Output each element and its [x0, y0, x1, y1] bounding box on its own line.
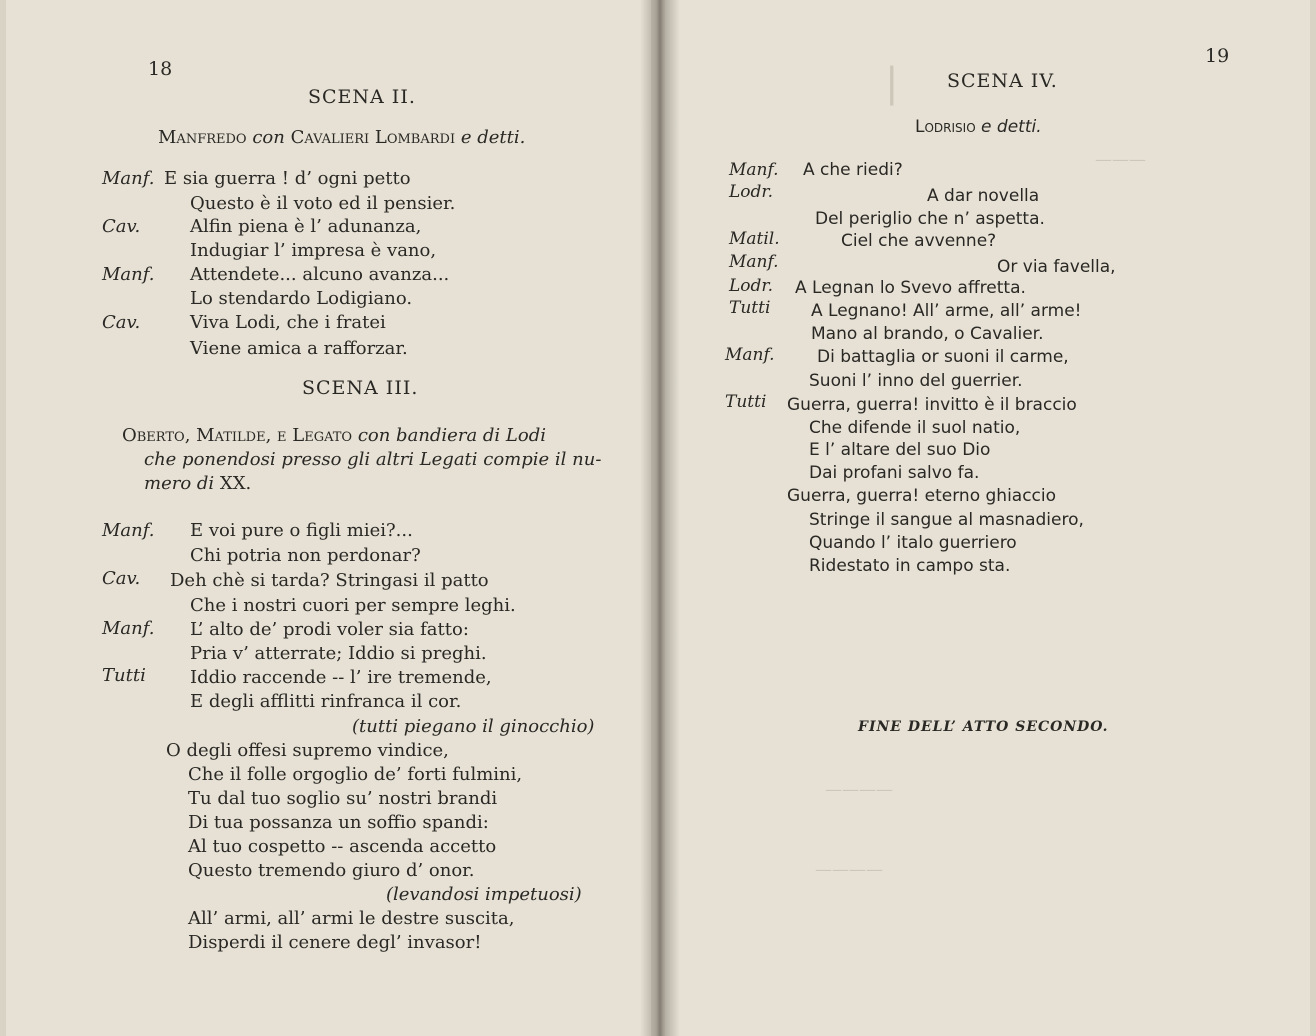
- dialogue-line: A che riedi?: [803, 160, 903, 180]
- speaker: Manf.: [102, 264, 155, 285]
- speaker: Manf.: [102, 168, 155, 189]
- dialogue-line: Pria v’ atterrate; Iddio si preghi.: [190, 643, 487, 664]
- verse-line: Tu dal tuo soglio su’ nostri brandi: [188, 788, 498, 809]
- heading-con: con: [252, 127, 285, 148]
- dialogue-line: Indugiar l’ impresa è vano,: [190, 240, 437, 261]
- dialogue-line: A Legnan lo Svevo affretta.: [795, 278, 1026, 298]
- character-names: Oberto, Matilde, e Legato: [122, 425, 353, 446]
- dialogue-line: Stringe il sangue al masnadiero,: [809, 510, 1084, 530]
- bleed-through: ————: [815, 860, 883, 880]
- page-number: 19: [1205, 45, 1230, 67]
- speaker: Manf.: [102, 618, 155, 639]
- dialogue-line: E sia guerra ! d’ ogni petto: [164, 168, 411, 189]
- page-number: 18: [148, 58, 173, 80]
- dialogue-line: Guerra, guerra! invitto è il braccio: [787, 395, 1077, 415]
- speaker: Tutti: [729, 298, 771, 318]
- left-page: [6, 0, 651, 1036]
- speaker: Manf.: [102, 520, 155, 541]
- dialogue-line: Che i nostri cuori per sempre leghi.: [190, 595, 516, 616]
- verse-line: Questo tremendo giuro d’ onor.: [188, 860, 475, 881]
- speaker: Cav.: [102, 216, 141, 237]
- scene-heading: [915, 117, 1042, 137]
- scene-title: SCENA IV.: [947, 70, 1058, 92]
- dialogue-line: Deh chè si tarda? Stringasi il patto: [170, 570, 489, 591]
- scene-heading: [158, 127, 525, 148]
- dialogue-line: A Legnano! All’ arme, all’ arme!: [811, 301, 1082, 321]
- right-page: [665, 0, 1310, 1036]
- speaker: Lodr.: [729, 182, 774, 202]
- verse-line: Disperdi il cenere degl’ invasor!: [188, 932, 482, 953]
- speaker: Manf.: [729, 160, 779, 180]
- stage-direction: (tutti piegano il ginocchio): [352, 716, 595, 737]
- dialogue-line: Or via favella,: [997, 257, 1116, 277]
- heading-tail: e detti.: [460, 127, 526, 148]
- verse-line: O degli offesi supremo vindice,: [166, 740, 449, 761]
- book-gutter: [640, 0, 680, 1036]
- dialogue-line: Di battaglia or suoni il carme,: [817, 347, 1069, 367]
- scene-heading-line: che ponendosi presso gli altri Legati compie il nu-: [144, 449, 602, 470]
- scene-title: SCENA II.: [308, 86, 416, 108]
- speaker: Manf.: [729, 252, 779, 272]
- verse-line: Al tuo cospetto -- ascenda accetto: [188, 836, 497, 857]
- heading-tail: e detti.: [981, 117, 1042, 137]
- dialogue-line: E degli afflitti rinfranca il cor.: [190, 691, 462, 712]
- stage-direction: (levandosi impetuosi): [386, 884, 582, 905]
- dialogue-line: Del periglio che n’ aspetta.: [815, 209, 1045, 229]
- speaker: Matil.: [729, 229, 780, 249]
- speaker: Tutti: [725, 392, 767, 412]
- verse-line: Che il folle orgoglio de’ forti fulmini,: [188, 764, 523, 785]
- speaker: Cav.: [102, 312, 141, 333]
- speaker: Manf.: [725, 345, 775, 365]
- dialogue-line: Ridestato in campo sta.: [809, 556, 1011, 576]
- bleed-through: ———: [1095, 150, 1146, 170]
- dialogue-line: Guerra, guerra! eterno ghiaccio: [787, 486, 1057, 506]
- dialogue-line: Ciel che avvenne?: [841, 231, 997, 251]
- heading-text: con bandiera di Lodi: [357, 425, 546, 446]
- dialogue-line: Dai profani salvo fa.: [809, 463, 980, 483]
- speaker: Tutti: [102, 665, 146, 686]
- dialogue-line: E voi pure o figli miei?...: [190, 520, 413, 541]
- character-names: Manfredo: [158, 127, 247, 148]
- dialogue-line: A dar novella: [927, 186, 1040, 206]
- dialogue-line: Quando l’ italo guerriero: [809, 533, 1017, 553]
- dialogue-line: Iddio raccende -- l’ ire tremende,: [190, 667, 492, 688]
- dialogue-line: E l’ altare del suo Dio: [809, 440, 991, 460]
- dialogue-line: Viva Lodi, che i fratei: [190, 312, 386, 333]
- bleed-through: ❘: [875, 60, 909, 106]
- bleed-through: ————: [825, 780, 893, 800]
- heading-number: XX.: [219, 473, 252, 494]
- scene-heading: [122, 425, 546, 446]
- dialogue-line: Mano al brando, o Cavalier.: [811, 324, 1044, 344]
- scene-heading-line: [144, 473, 251, 494]
- speaker: Cav.: [102, 568, 141, 589]
- speaker: Lodr.: [729, 276, 774, 296]
- verse-line: Di tua possanza un soffio spandi:: [188, 812, 489, 833]
- character-names: Lodrisio: [915, 117, 976, 137]
- scene-title: SCENA III.: [302, 377, 419, 399]
- dialogue-line: Suoni l’ inno del guerrier.: [809, 371, 1023, 391]
- dialogue-line: Questo è il voto ed il pensier.: [190, 193, 456, 214]
- verse-line: All’ armi, all’ armi le destre suscita,: [188, 908, 515, 929]
- dialogue-line: Attendete... alcuno avanza...: [190, 264, 450, 285]
- dialogue-line: Viene amica a rafforzar.: [190, 338, 408, 359]
- dialogue-line: Che difende il suol natio,: [809, 418, 1021, 438]
- end-of-act: FINE DELL’ ATTO SECONDO.: [858, 719, 1109, 735]
- dialogue-line: L’ alto de’ prodi voler sia fatto:: [190, 619, 469, 640]
- dialogue-line: Chi potria non perdonar?: [190, 545, 421, 566]
- character-names: Cavalieri Lombardi: [290, 127, 456, 148]
- heading-text: mero di: [144, 473, 215, 494]
- dialogue-line: Alfin piena è l’ adunanza,: [190, 216, 422, 237]
- dialogue-line: Lo stendardo Lodigiano.: [190, 288, 413, 309]
